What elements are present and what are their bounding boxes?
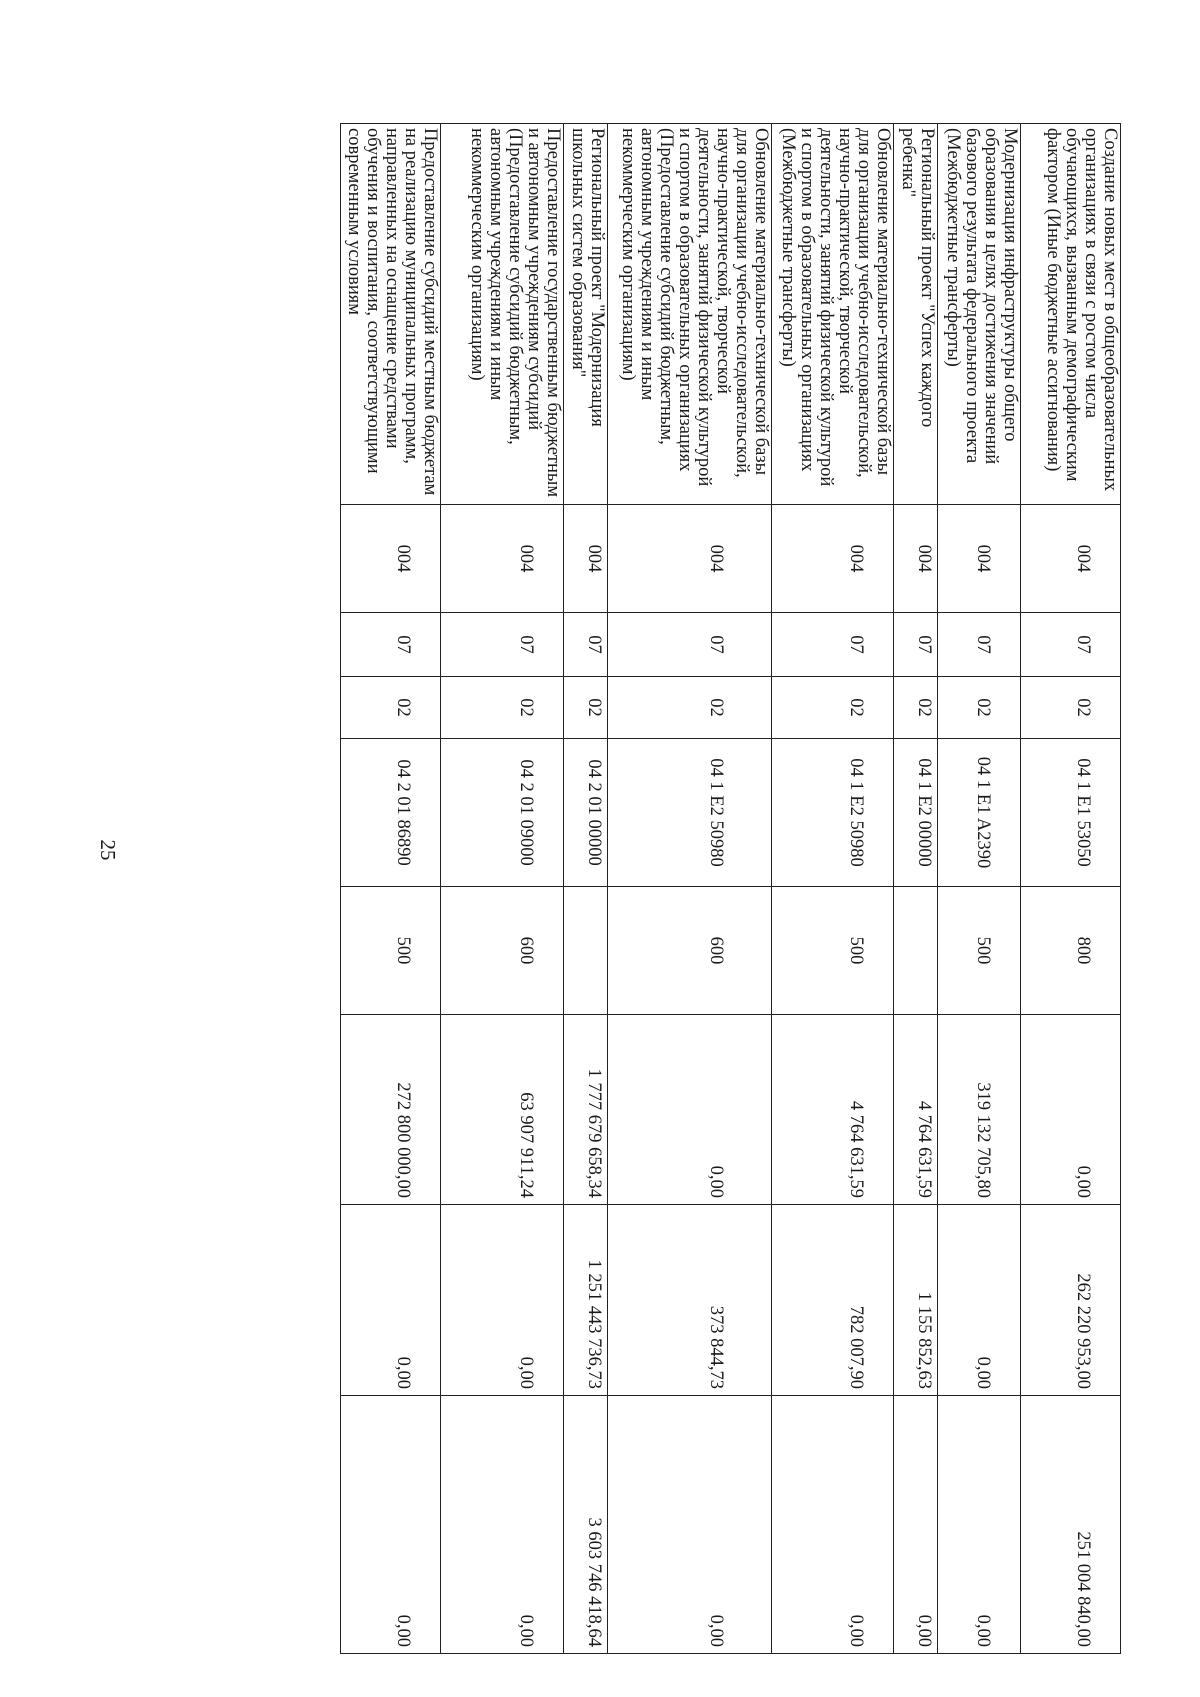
amount-year-3: 251 004 840,00 [1021, 1396, 1121, 1654]
section-code: 07 [441, 613, 564, 677]
ministry-code: 004 [564, 505, 608, 613]
ministry-code: 004 [441, 505, 564, 613]
budget-table [340, 123, 1121, 1654]
amount-year-1: 4 764 631,59 [894, 1015, 938, 1205]
row-name: Создание новых мест в общеобразовательных организациях в связи с ростом числа обучающихся, вызванным демографическим фактором (Иные бюджетные ассигнования) [1021, 124, 1121, 505]
table-row [564, 124, 608, 1654]
target-article: 04 1 E2 50980 [772, 739, 894, 887]
subsection-code: 02 [894, 677, 938, 739]
amount-year-3: 0,00 [341, 1396, 441, 1654]
expense-type [894, 887, 938, 1015]
target-article: 04 2 01 86890 [341, 739, 441, 887]
section-code: 07 [772, 613, 894, 677]
section-code: 07 [341, 613, 441, 677]
target-article: 04 1 E1 53050 [1021, 739, 1121, 887]
table-row [608, 124, 772, 1654]
row-name: Региональный проект "Успех каждого ребенка" [894, 124, 938, 505]
amount-year-2: 262 220 953,00 [1021, 1205, 1121, 1396]
table-row [772, 124, 894, 1654]
target-article: 04 2 01 09000 [441, 739, 564, 887]
section-code: 07 [894, 613, 938, 677]
amount-year-2: 1 251 443 736,73 [564, 1205, 608, 1396]
expense-type: 600 [441, 887, 564, 1015]
table-row [938, 124, 1021, 1654]
table-row [1021, 124, 1121, 1654]
ministry-code: 004 [894, 505, 938, 613]
subsection-code: 02 [1021, 677, 1121, 739]
amount-year-2: 0,00 [938, 1205, 1021, 1396]
subsection-code: 02 [772, 677, 894, 739]
expense-type: 600 [608, 887, 772, 1015]
subsection-code: 02 [341, 677, 441, 739]
row-name: Обновление материально-технической базы для организации учебно-исследовательской, научно-практической, творческой деятельности, занятий физической культурой и спортом в образовательных организациях (Межбюджетные трансферты) [772, 124, 894, 505]
amount-year-1: 0,00 [608, 1015, 772, 1205]
amount-year-3: 3 603 746 418,64 [564, 1396, 608, 1654]
amount-year-1: 4 764 631,59 [772, 1015, 894, 1205]
amount-year-1: 319 132 705,80 [938, 1015, 1021, 1205]
table-row [894, 124, 938, 1654]
amount-year-3: 0,00 [938, 1396, 1021, 1654]
row-name: Обновление материально-технической базы для организации учебно-исследовательской, научно-практической, творческой деятельности, занятий физической культурой и спортом в образовательных организациях (Предоставление субсидий бюджетным, автономным учреждениям и иным некоммерческим организациям) [608, 124, 772, 505]
table-row [441, 124, 564, 1654]
amount-year-3: 0,00 [608, 1396, 772, 1654]
subsection-code: 02 [441, 677, 564, 739]
row-name: Предоставление государственным бюджетным и автономным учреждениям субсидий (Предоставление субсидий бюджетным, автономным учреждениям и иным некоммерческим организациям) [441, 124, 564, 505]
subsection-code: 02 [608, 677, 772, 739]
subsection-code: 02 [564, 677, 608, 739]
amount-year-2: 373 844,73 [608, 1205, 772, 1396]
table-row [341, 124, 441, 1654]
section-code: 07 [608, 613, 772, 677]
amount-year-3: 0,00 [894, 1396, 938, 1654]
amount-year-1: 63 907 911,24 [441, 1015, 564, 1205]
row-name: Модернизация инфраструктуры общего образования в целях достижения значений базового результата федерального проекта (Межбюджетные трансферты) [938, 124, 1021, 505]
expense-type: 500 [341, 887, 441, 1015]
expense-type: 500 [938, 887, 1021, 1015]
page-number: 25 [96, 839, 120, 861]
expense-type: 800 [1021, 887, 1121, 1015]
ministry-code: 004 [608, 505, 772, 613]
expense-type [564, 887, 608, 1015]
amount-year-2: 0,00 [441, 1205, 564, 1396]
amount-year-1: 1 777 679 658,34 [564, 1015, 608, 1205]
ministry-code: 004 [772, 505, 894, 613]
row-name: Региональный проект "Модернизация школьных систем образования" [564, 124, 608, 505]
amount-year-2: 0,00 [341, 1205, 441, 1396]
ministry-code: 004 [1021, 505, 1121, 613]
amount-year-3: 0,00 [441, 1396, 564, 1654]
target-article: 04 1 E1 A2390 [938, 739, 1021, 887]
amount-year-2: 1 155 852,63 [894, 1205, 938, 1396]
section-code: 07 [1021, 613, 1121, 677]
row-name: Предоставление субсидий местным бюджетам на реализацию муниципальных программ, направленных на оснащение средствами обучения и воспитания, соответствующими современным условиям [341, 124, 441, 505]
amount-year-1: 0,00 [1021, 1015, 1121, 1205]
target-article: 04 1 E2 50980 [608, 739, 772, 887]
section-code: 07 [564, 613, 608, 677]
subsection-code: 02 [938, 677, 1021, 739]
target-article: 04 1 E2 00000 [894, 739, 938, 887]
amount-year-1: 272 800 000,00 [341, 1015, 441, 1205]
ministry-code: 004 [341, 505, 441, 613]
target-article: 04 2 01 00000 [564, 739, 608, 887]
section-code: 07 [938, 613, 1021, 677]
ministry-code: 004 [938, 505, 1021, 613]
amount-year-3: 0,00 [772, 1396, 894, 1654]
amount-year-2: 782 007,90 [772, 1205, 894, 1396]
expense-type: 500 [772, 887, 894, 1015]
